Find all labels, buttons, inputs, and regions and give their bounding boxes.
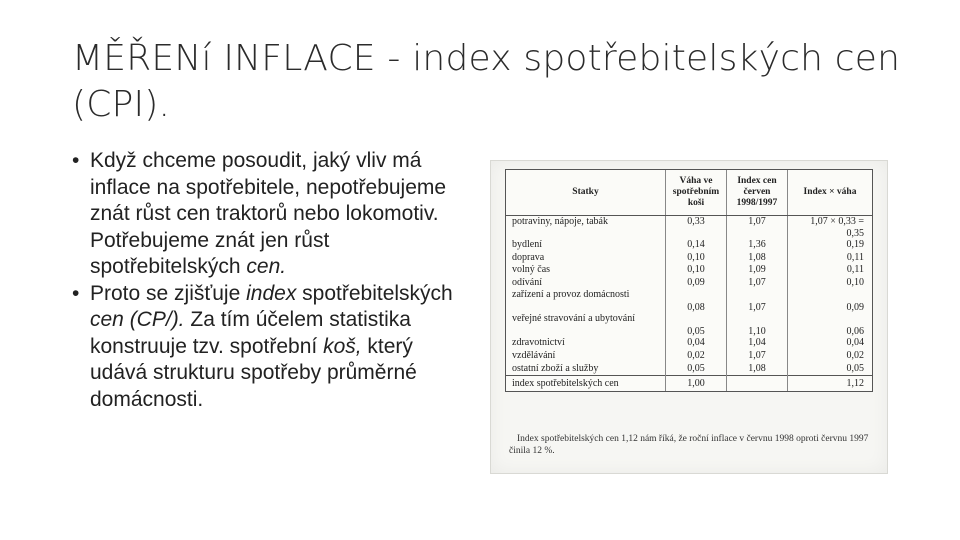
cell-weight: 0,09	[666, 277, 727, 290]
text-segment: Když chceme posoudit, jaký vliv má inflace na spotřebitele, nepotřebujeme znát růst cen traktorů nebo lokomotiv. Potřebujeme znát jen růst spotřebitelských	[90, 149, 447, 278]
text-segment-italic: index	[246, 281, 297, 305]
cell-result: 0,10	[846, 276, 864, 288]
bullet-text	[90, 282, 453, 411]
cell-weight: 0,10	[666, 264, 727, 277]
cell-index	[727, 376, 788, 392]
header-weight: Váha ve spotřebním koši	[666, 170, 727, 216]
table-total-row	[506, 376, 872, 392]
table-row	[506, 216, 872, 240]
table-row	[506, 313, 872, 337]
cell-weight: 0,05	[666, 313, 727, 337]
table-note: Index spotřebitelských cen 1,12 nám říká, že roční inflace v červnu 1998 oproti červnu 1997 činila 12 %.	[509, 434, 869, 456]
bullet-text	[90, 149, 446, 278]
bullet-item	[70, 148, 470, 281]
cell-result: 0,09	[846, 301, 864, 313]
text-segment-italic: cen (CP/).	[90, 308, 185, 331]
cell-index: 1,04	[727, 337, 788, 350]
cell-result: 0,06	[846, 325, 864, 337]
table-row	[506, 337, 872, 350]
table-row	[506, 289, 872, 313]
cell-weight: 1,00	[666, 376, 727, 392]
cell-index: 1,07	[727, 216, 788, 240]
header-result: Index × váha	[788, 170, 873, 216]
cell-weight: 0,02	[666, 350, 727, 363]
table-row	[506, 350, 872, 363]
cell-item: vzdělávání	[506, 350, 666, 363]
cell-result: 1,07 × 0,33 = 0,35	[810, 216, 864, 239]
cell-result: 0,19	[846, 239, 864, 250]
text-segment: který udává strukturu spotřeby průměrné domácnosti.	[90, 334, 417, 411]
cell-item: zařízení a provoz domácnosti	[506, 289, 666, 313]
cell-weight: 0,10	[666, 252, 727, 265]
cell-weight: 0,05	[666, 363, 727, 376]
cell-index: 1,07	[727, 350, 788, 363]
cell-item: volný čas	[506, 264, 666, 277]
cell-result: 0,11	[846, 251, 864, 263]
cell-result: 0,05	[846, 362, 864, 374]
cell-item: bydlení	[506, 239, 666, 252]
cell-index: 1,07	[727, 277, 788, 290]
text-segment-italic: cen.	[246, 255, 287, 278]
header-index: Index cen červen 1998/1997	[727, 170, 788, 216]
slide-title: MĚŘENí INFLACE - index spotřebitelských cen (CPI).	[72, 38, 901, 125]
cell-weight: 0,08	[666, 289, 727, 313]
bullet-marker: •	[72, 149, 80, 172]
text-segment: Za tím účelem statistika konstruuje tzv. spotřební	[90, 308, 411, 358]
cell-result: 1,12	[788, 376, 873, 392]
cell-index: 1,08	[727, 363, 788, 376]
cell-result: 0,04	[846, 337, 864, 349]
cell-index: 1,10	[727, 313, 788, 337]
cell-weight: 0,14	[666, 239, 727, 252]
bullet-item	[70, 281, 470, 414]
cell-weight: 0,04	[666, 337, 727, 350]
cell-item: zdravotnictví	[506, 337, 666, 350]
cell-item: index spotřebitelských cen	[506, 376, 666, 392]
cpi-table	[505, 169, 873, 392]
table-row	[506, 252, 872, 265]
cell-item: potraviny, nápoje, tabák	[506, 216, 666, 240]
text-segment-italic: koš,	[323, 334, 362, 358]
bullet-marker: •	[72, 281, 80, 305]
table-header-row	[506, 170, 872, 216]
table-row	[506, 239, 872, 252]
cell-weight: 0,33	[666, 216, 727, 240]
table-row	[506, 264, 872, 277]
cell-item: veřejné stravování a ubytování	[506, 313, 666, 337]
cell-index: 1,07	[727, 289, 788, 313]
text-segment: spotřebitelských	[296, 281, 453, 305]
cell-index: 1,08	[727, 252, 788, 265]
header-item: Statky	[506, 170, 666, 216]
cell-index: 1,09	[727, 264, 788, 277]
cell-item: ostatní zboží a služby	[506, 363, 666, 376]
cell-index: 1,36	[727, 239, 788, 252]
table-row	[506, 363, 872, 376]
cell-result: 0,02	[846, 349, 864, 361]
cell-result: 0,11	[846, 264, 864, 276]
bullet-list	[70, 148, 470, 413]
scanned-table-image	[490, 160, 888, 474]
text-segment: Proto se zjišťuje	[90, 281, 247, 305]
cell-item: doprava	[506, 252, 666, 265]
table-row	[506, 277, 872, 290]
cell-item: odívání	[506, 277, 666, 290]
